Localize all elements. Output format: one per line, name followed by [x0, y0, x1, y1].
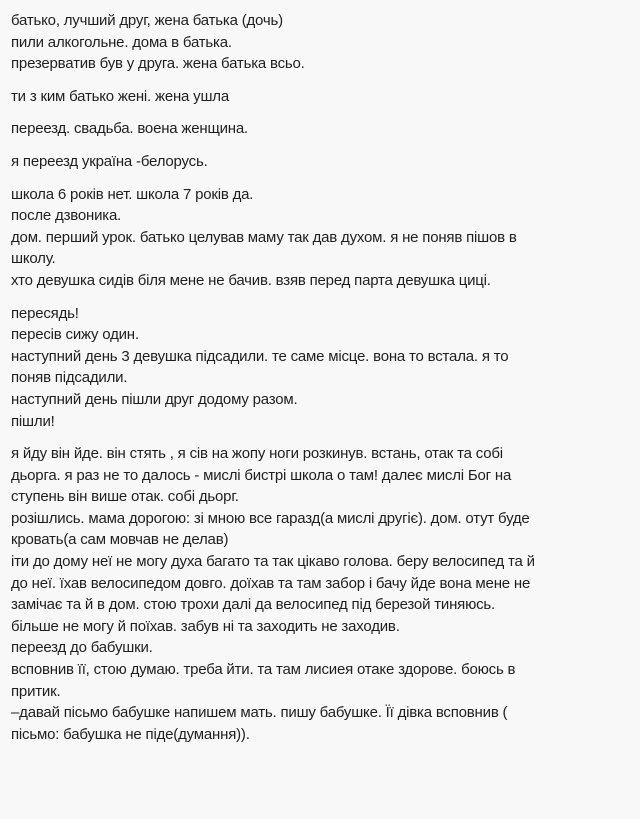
text-line: до неї. їхав велосипедом довго. доїхав та там забор і бачу йде вона мене не: [11, 574, 531, 592]
text-line: хто девушка сидів біля мене не бачив. взяв перед парта девушка циці.: [11, 271, 491, 289]
text-line: пили алкогольне. дома в батька.: [11, 33, 232, 51]
text-line: пісьмо: бабушка не піде(думання)).: [11, 725, 250, 743]
note-text-body: [11, 10, 628, 745]
text-line: пересів сижу один.: [11, 326, 139, 344]
text-line: кровать(а сам мовчав не делав): [11, 531, 229, 549]
text-paragraph: [11, 303, 628, 433]
text-line: ступень він више отак. собі дьорг.: [11, 488, 239, 506]
text-line: поняв підсадили.: [11, 369, 128, 387]
text-line: –давай пісьмо бабушке напишем мать. пишу бабушке. Її дівка всповнив (: [11, 704, 508, 722]
text-line: презерватив був у друга. жена батька всьо.: [11, 55, 305, 73]
text-paragraph: [11, 86, 628, 108]
text-line: більше не могу й поїхав. забув ні та заходить не заходив.: [11, 617, 400, 635]
text-line: пересядь!: [11, 304, 79, 322]
text-paragraph: [11, 184, 628, 292]
text-line: дьорга. я раз не то далось - мислі бистрі школа о там! далеє мислі Бог на: [11, 466, 512, 484]
text-line: розішлись. мама дорогою: зі мною все гаразд(а мислі другіє). дом. отут буде: [11, 509, 530, 527]
text-line: пішли!: [11, 412, 55, 430]
text-line: іти до дому неї не могу духа багато та так цікаво голова. беру велосипед та й: [11, 553, 535, 571]
text-line: я йду він йде. він стять , я сів на жопу ноги розкинув. встань, отак та собі: [11, 445, 503, 463]
text-line: школу.: [11, 250, 56, 268]
text-paragraph: [11, 151, 628, 173]
text-line: дом. перший урок. батько целував маму так дав духом. я не поняв пішов в: [11, 228, 517, 246]
text-line: ти з ким батько жені. жена ушла: [11, 87, 229, 105]
text-line: замічає та й в дом. стою трохи далі да велосипед під березой тиняюсь.: [11, 596, 496, 614]
text-line: школа 6 років нет. школа 7 років да.: [11, 185, 254, 203]
text-line: всповнив її, стою думаю. треба йти. та там лисиея отаке здорове. боюсь в: [11, 661, 516, 679]
text-line: переезд. свадьба. военa женщина.: [11, 120, 248, 138]
text-line: притик.: [11, 682, 61, 700]
text-line: батько, лучший друг, жена батька (дочь): [11, 12, 283, 29]
text-line: после дзвоника.: [11, 207, 122, 225]
text-line: переезд до бабушки.: [11, 639, 153, 657]
text-line: наступний день 3 девушка підсадили. те саме місце. вона то встала. я то: [11, 347, 509, 365]
text-paragraph: [11, 443, 628, 745]
text-paragraph: [11, 10, 628, 75]
text-line: наступний день пішли друг додому разом.: [11, 390, 298, 408]
text-line: я переезд україна -белорусь.: [11, 152, 208, 170]
text-paragraph: [11, 118, 628, 140]
